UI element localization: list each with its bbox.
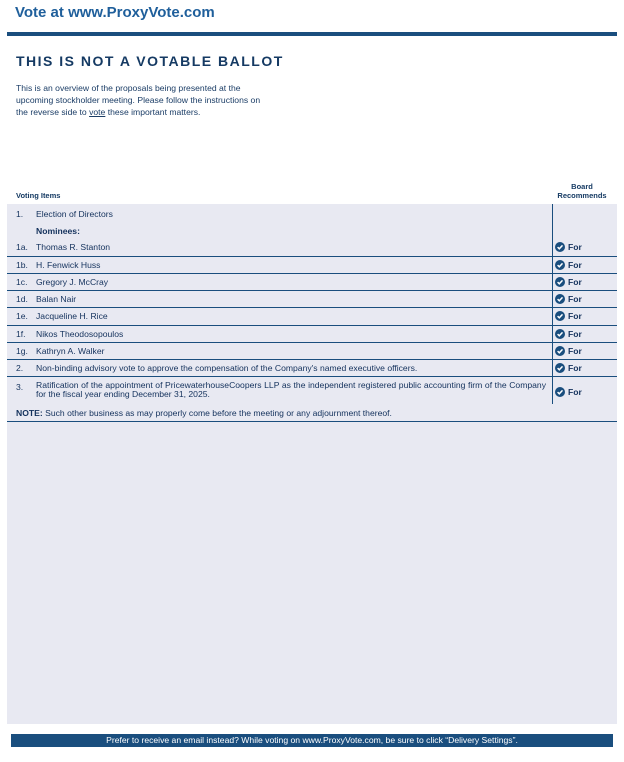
- nominee-number: 1f.: [16, 329, 26, 339]
- nominee-name: Kathryn A. Walker: [36, 346, 105, 356]
- nominee-row: [7, 343, 617, 360]
- intro-line-2: upcoming stockholder meeting. Please follow the instructions on: [16, 95, 261, 105]
- intro-line-1: This is an overview of the proposals being presented at the: [16, 83, 241, 93]
- note: [16, 408, 392, 418]
- recommendation: [555, 294, 582, 304]
- note-rule: [7, 421, 617, 422]
- proposal-number: 3.: [16, 382, 24, 392]
- recommendation: [555, 260, 582, 270]
- board-header-line-1: Board: [571, 182, 593, 191]
- proposal-number: 2.: [16, 363, 24, 373]
- check-circle-icon: [555, 242, 565, 252]
- recommendation: [555, 363, 582, 373]
- intro-text: [16, 82, 316, 118]
- recommendation-text: For: [568, 329, 582, 339]
- check-circle-icon: [555, 260, 565, 270]
- recommendation-text: For: [568, 260, 582, 270]
- proposal-row: [7, 377, 617, 404]
- proposal-text: Ratification of the appointment of PricewaterhouseCoopers LLP as the independent registered public accounting firm of the Company for the fiscal year ending December 31, 2025.: [36, 380, 546, 399]
- nominees-row: [7, 226, 617, 238]
- nominee-row: [7, 274, 617, 291]
- nominee-number: 1a.: [16, 242, 28, 252]
- nominee-number: 1b.: [16, 260, 28, 270]
- election-row: [7, 209, 617, 221]
- note-label: NOTE:: [16, 408, 43, 418]
- nominee-row: [7, 291, 617, 308]
- check-circle-icon: [555, 363, 565, 373]
- nominee-name: Balan Nair: [36, 294, 77, 304]
- check-circle-icon: [555, 329, 565, 339]
- ballot-notice: THIS IS NOT A VOTABLE BALLOT: [16, 53, 284, 69]
- header-title: Vote at www.ProxyVote.com: [15, 4, 215, 21]
- check-circle-icon: [555, 346, 565, 356]
- note-text: Such other business as may properly come before the meeting or any adjournment thereof.: [42, 408, 392, 418]
- recommendation-text: For: [568, 294, 582, 304]
- nominee-row: [7, 257, 617, 274]
- recommendation: [555, 387, 582, 397]
- nominee-number: 1g.: [16, 346, 28, 356]
- vote-link[interactable]: vote: [89, 107, 106, 117]
- nominee-name: Nikos Theodosopoulos: [36, 329, 124, 339]
- recommendation: [555, 242, 582, 252]
- board-recommends-header: [551, 182, 613, 200]
- footer-banner: Prefer to receive an email instead? While voting on www.ProxyVote.com, be sure to click “Delivery Settings”.: [11, 734, 613, 747]
- recommendation: [555, 311, 582, 321]
- proposal-text: Non-binding advisory vote to approve the compensation of the Company's named executive officers.: [36, 363, 418, 373]
- nominee-row: [7, 239, 617, 257]
- proposal-row: [7, 360, 617, 377]
- nominee-name: Gregory J. McCray: [36, 277, 109, 287]
- check-circle-icon: [555, 277, 565, 287]
- board-header-line-2: Recommends: [557, 191, 607, 200]
- item-number: 1.: [16, 209, 24, 219]
- recommendation: [555, 329, 582, 339]
- intro-line-3-end: these important matters.: [105, 107, 201, 117]
- nominee-number: 1d.: [16, 294, 28, 304]
- nominee-row: [7, 308, 617, 326]
- intro-line-3: [16, 106, 316, 118]
- check-circle-icon: [555, 294, 565, 304]
- nominee-name: Jacqueline H. Rice: [36, 311, 108, 321]
- recommendation-text: For: [568, 242, 582, 252]
- check-circle-icon: [555, 387, 565, 397]
- voting-items-header: Voting Items: [16, 191, 61, 200]
- check-circle-icon: [555, 311, 565, 321]
- recommendation-text: For: [568, 277, 582, 287]
- nominee-number: 1e.: [16, 311, 28, 321]
- nominee-name: Thomas R. Stanton: [36, 242, 111, 252]
- nominee-row: [7, 326, 617, 343]
- recommendation-text: For: [568, 346, 582, 356]
- top-rule: [7, 32, 617, 36]
- recommendation-text: For: [568, 311, 582, 321]
- intro-line-3-start: the reverse side to: [16, 107, 90, 117]
- recommendation: [555, 277, 582, 287]
- recommendation: [555, 346, 582, 356]
- nominees-label: Nominees:: [36, 226, 80, 236]
- recommendation-text: For: [568, 387, 582, 397]
- nominee-number: 1c.: [16, 277, 28, 287]
- nominee-name: H. Fenwick Huss: [36, 260, 101, 270]
- recommendation-text: For: [568, 363, 582, 373]
- item-label: Election of Directors: [36, 209, 113, 219]
